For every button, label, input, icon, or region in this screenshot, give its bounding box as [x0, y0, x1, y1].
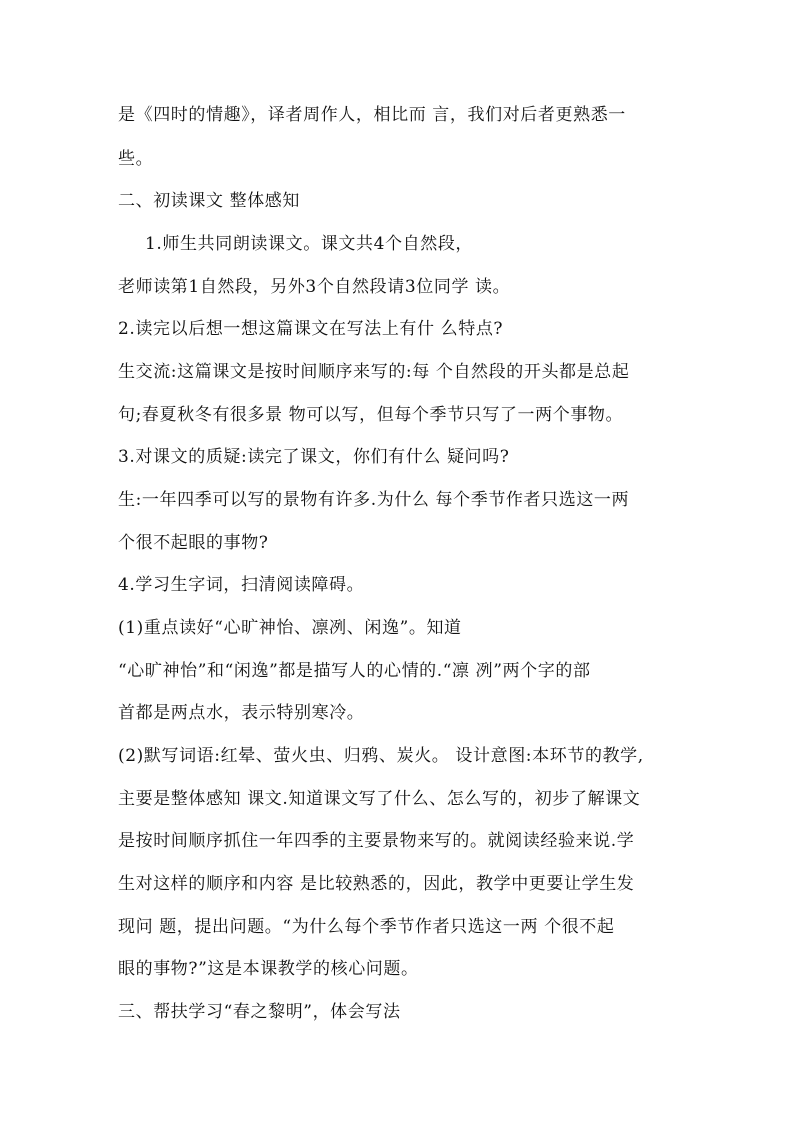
text-line: 生:一年四季可以写的景物有许多.为什么 每个季节作者只选这一两 [118, 490, 630, 510]
text-line: 4.学习生字词，扫清阅读障碍。 [118, 575, 365, 595]
text-line: (1)重点读好“心旷神怡、凛冽、闲逸”。知道 [118, 618, 462, 638]
text-line: 老师读第1自然段，另外3个自然段请3位同学 读。 [118, 277, 511, 297]
text-line: “心旷神怡”和“闲逸”都是描写人的心情的.“凛 冽”两个字的部 [118, 661, 591, 681]
text-line: 个很不起眼的事物? [118, 533, 269, 553]
section-heading: 三、帮扶学习“春之黎明”，体会写法 [118, 1002, 401, 1022]
text-line: 3.对课文的质疑:读完了课文，你们有什么 疑问吗? [118, 447, 510, 467]
text-line: 主要是整体感知 课文.知道课文写了什么、怎么写的，初步了解课文 [118, 789, 641, 809]
text-line: 眼的事物?”这是本课教学的核心问题。 [118, 959, 419, 979]
section-heading: 二、初读课文 整体感知 [118, 191, 301, 211]
text-line: 生对这样的顺序和内容 是比较熟悉的，因此，教学中更要让学生发 [118, 874, 635, 894]
text-line: 首都是两点水，表示特别寒冷。 [118, 703, 365, 723]
text-line: 现问 题，提出问题。“为什么每个季节作者只选这一两 个很不起 [118, 917, 615, 937]
text-line: 1.师生共同朗读课文。课文共4个自然段， [145, 234, 474, 254]
text-line: 2.读完以后想一想这篇课文在写法上有什 么特点? [118, 319, 504, 339]
text-line: 是《四时的情趣》，译者周作人，相比而 言，我们对后者更熟悉一 [118, 105, 626, 125]
text-line: 生交流:这篇课文是按时间顺序来写的:每 个自然段的开头都是总起 [118, 362, 630, 382]
text-line: 是按时间顺序抓住一年四季的主要景物来写的。就阅读经验来说.学 [118, 831, 635, 851]
text-line: (2)默写词语:红晕、萤火虫、归鸦、炭火。 设计意图:本环节的教学, [118, 746, 644, 766]
text-line: 些。 [118, 149, 154, 169]
text-line: 句;春夏秋冬有很多景 物可以写，但每个季节只写了一两个事物。 [118, 405, 624, 425]
